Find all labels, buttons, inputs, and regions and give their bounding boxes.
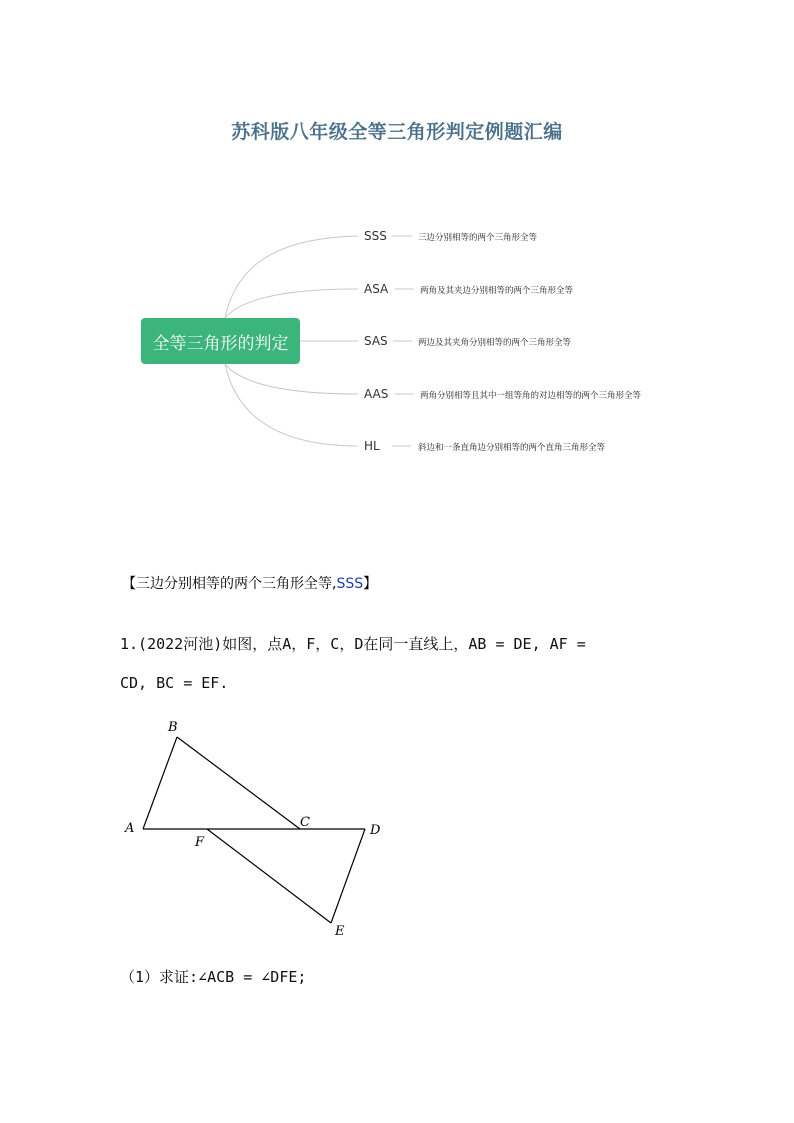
connector-aas	[225, 364, 358, 394]
geometry-figure	[110, 712, 400, 942]
branch-label-sss: SSS	[364, 229, 387, 243]
section-heading-sss: SSS	[336, 576, 364, 592]
label-a: A	[125, 821, 135, 836]
branch-desc-sss: 三边分别相等的两个三角形全等	[418, 233, 538, 243]
section-heading-prefix: 【三边分别相等的两个三角形全等,	[122, 576, 337, 592]
segment-ab	[143, 737, 177, 829]
branch-label-asa: ASA	[364, 282, 389, 296]
label-b: B	[168, 720, 178, 735]
branch-desc-aas: 两角分别相等且其中一组等角的对边相等的两个三角形全等	[420, 391, 642, 401]
branch-label-sas: SAS	[364, 334, 388, 348]
problem-line-2: CD, BC = EF.	[120, 674, 229, 692]
document-title: 苏科版八年级全等三角形判定例题汇编	[231, 121, 563, 143]
segment-bc	[177, 737, 300, 829]
problem-line-1: 1.(2022河池)如图，点A，F，C，D在同一直线上，AB = DE, AF =	[120, 635, 586, 653]
label-c: C	[300, 815, 310, 830]
connector-hl	[225, 364, 358, 446]
branch-desc-sas: 两边及其夹角分别相等的两个三角形全等	[418, 338, 572, 348]
label-f: F	[195, 835, 205, 850]
branch-label-aas: AAS	[364, 387, 389, 401]
question-1: （1）求证:∠ACB = ∠DFE;	[120, 968, 307, 986]
connector-asa	[225, 289, 358, 318]
branch-desc-asa: 两角及其夹边分别相等的两个三角形全等	[420, 286, 574, 296]
section-heading-suffix: 】	[363, 576, 378, 592]
connector-sss	[225, 236, 358, 318]
label-d: D	[370, 823, 381, 838]
branch-label-hl: HL	[364, 439, 380, 453]
section-heading	[122, 573, 377, 593]
mindmap-root: 全等三角形的判定	[141, 318, 300, 364]
label-e: E	[335, 924, 345, 939]
segment-de	[331, 829, 365, 923]
segment-fe	[207, 829, 331, 923]
branch-desc-hl: 斜边和一条直角边分别相等的两个直角三角形全等	[418, 443, 606, 453]
